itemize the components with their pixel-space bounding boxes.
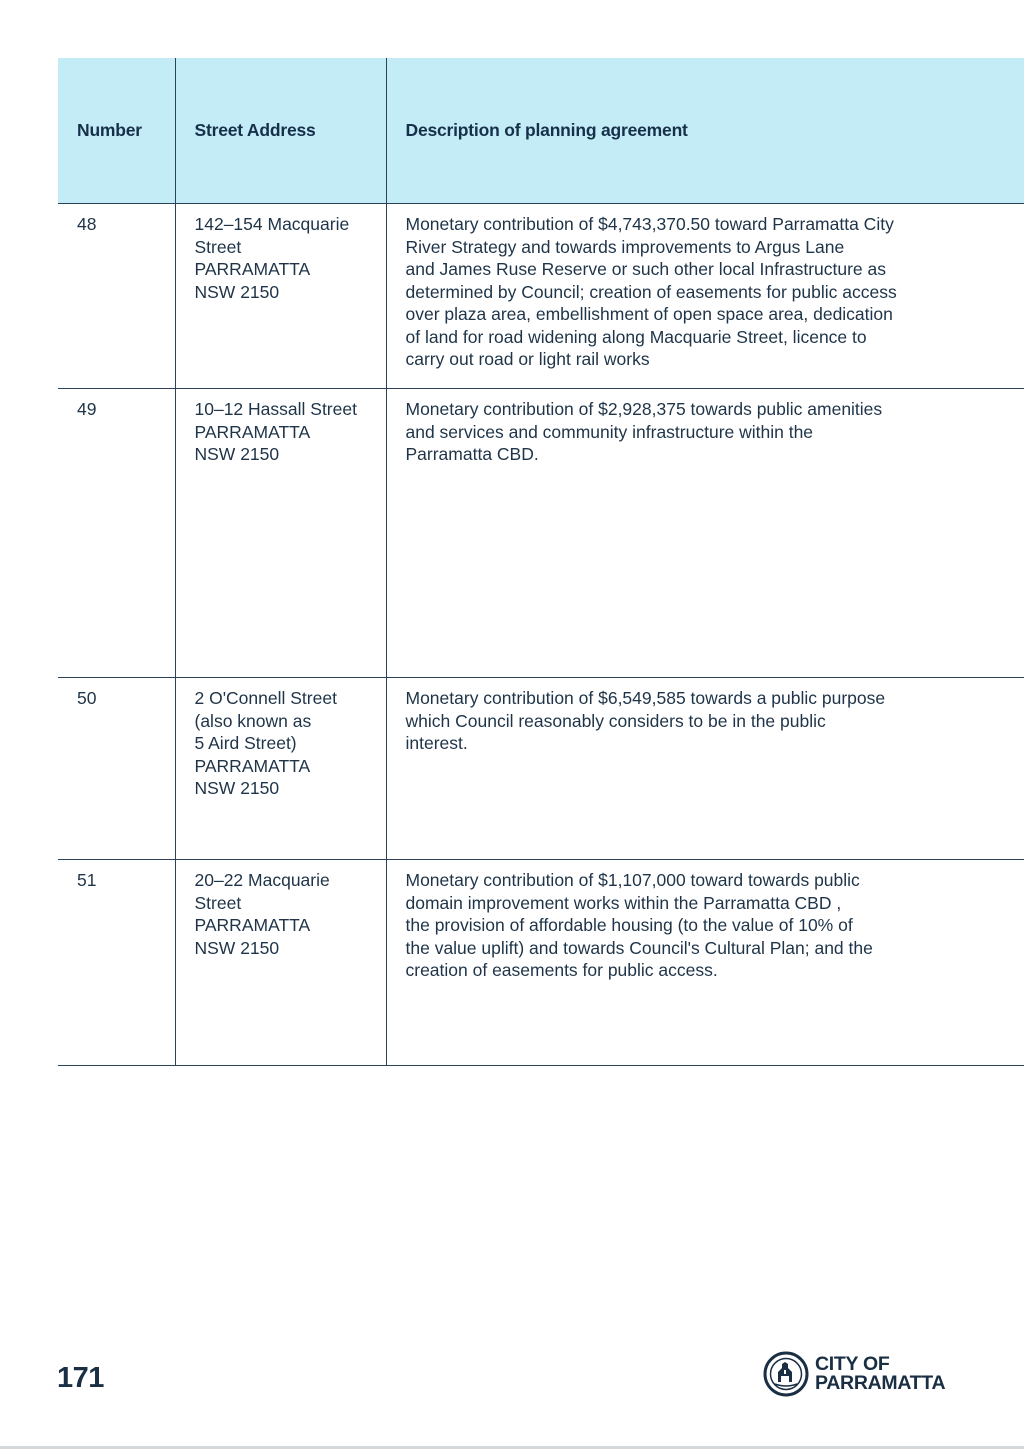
table-row [58,204,1024,389]
row-description: Monetary contribution of $1,107,000 toward towards public domain improvement works within the Parramatta CBD , the provision of affordable housing (to the value of 10% of the value uplift) and towards Council's Cultural Plan; and the creation of easements for public access. [386,860,1024,1066]
column-header-number: Number [58,58,175,204]
row-street-address: 142–154 Macquarie Street PARRAMATTA NSW 2150 [175,204,386,389]
logo-line-parramatta: PARRAMATTA [815,1372,946,1394]
row-number: 50 [58,678,175,860]
city-of-parramatta-logo [763,1351,945,1397]
row-street-address: 2 O'Connell Street (also known as 5 Aird Street) PARRAMATTA NSW 2150 [175,678,386,860]
row-number: 51 [58,860,175,1066]
row-description: Monetary contribution of $6,549,585 towards a public purpose which Council reasonably considers to be in the public interest. [386,678,1024,860]
row-street-address: 10–12 Hassall Street PARRAMATTA NSW 2150 [175,389,386,678]
logo-line-city-of: CITY OF [815,1353,890,1375]
city-crest-icon [763,1351,809,1397]
column-header-description: Description of planning agreement [386,58,1024,204]
column-header-street-address: Street Address [175,58,386,204]
row-description: Monetary contribution of $2,928,375 towards public amenities and services and community infrastructure within the Parramatta CBD. [386,389,1024,678]
table-row [58,389,1024,678]
table-row [58,678,1024,860]
page-number: 171 [57,1362,104,1394]
row-description: Monetary contribution of $4,743,370.50 toward Parramatta City River Strategy and towards improvements to Argus Lane and James Ruse Reserve or such other local Infrastructure as determined by Council; creation of easements for public access over plaza area, embellishment of open space area, dedication of land for road widening along Macquarie Street, licence to carry out road or light rail works [386,204,1024,389]
table-header-row [58,58,1024,204]
row-number: 48 [58,204,175,389]
row-street-address: 20–22 Macquarie Street PARRAMATTA NSW 2150 [175,860,386,1066]
planning-agreements-table [58,58,1024,1066]
row-number: 49 [58,389,175,678]
table-row [58,860,1024,1066]
